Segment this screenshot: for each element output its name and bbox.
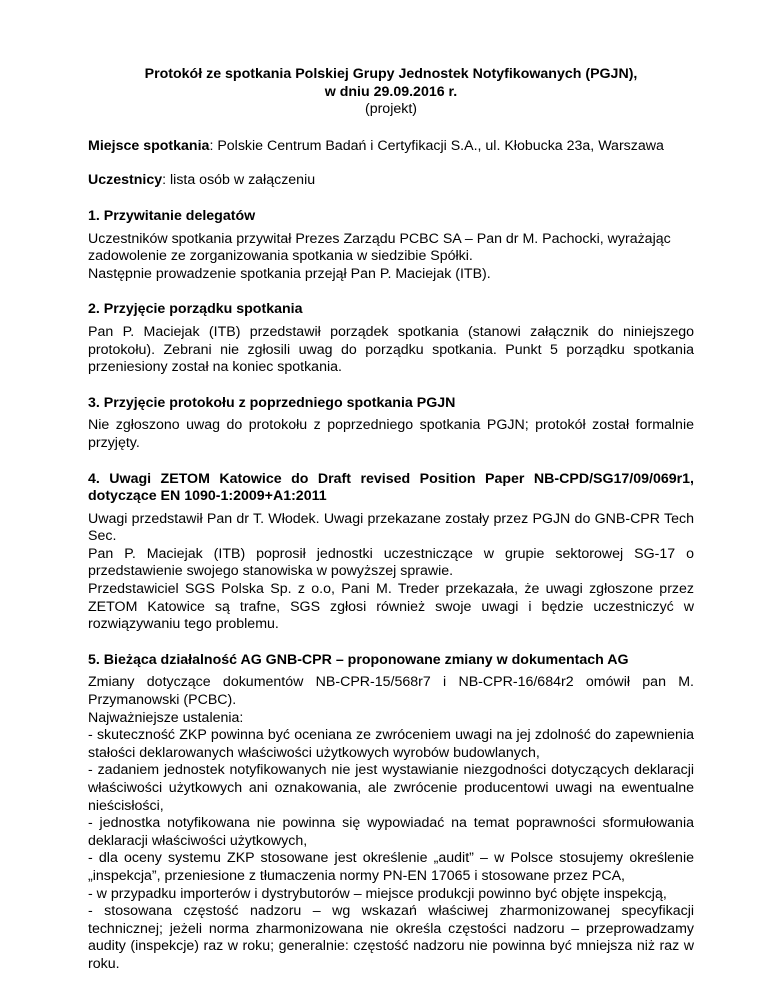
participants-label: Uczestnicy xyxy=(88,172,163,189)
section-4-paragraph: Przedstawiciel SGS Polska Sp. z o.o, Pani M. Treder przekazała, że uwagi zgłoszone przez ZETOM Katowice są trafne, SGS zgłosi również swoje uwagi i będzie uczestniczyć w rozwiązywaniu tego problemu. xyxy=(88,581,694,633)
section-5-list-item: - stosowana częstość nadzoru – wg wskazań właściwej zharmonizowanej specyfikacji technicznej; jeżeli norma zharmonizowana nie określa częstości nadzoru – przeprowadzamy audity (inspekcje) raz w roku; generalnie: częstość nadzoru nie powinna być mniejsza niż raz w roku. xyxy=(88,903,694,972)
section-5-heading: 5. Bieżąca działalność AG GNB-CPR – proponowane zmiany w dokumentach AG xyxy=(88,651,629,668)
section-5-paragraph: Najważniejsze ustalenia: xyxy=(88,709,244,726)
section-4-heading: 4. Uwagi ZETOM Katowice do Draft revised Position Paper NB-CPD/SG17/09/069r1, dotyczące EN 1090-1:2009+A1:2011 xyxy=(88,470,694,505)
title-line-1: Protokół ze spotkania Polskiej Grupy Jednostek Notyfikowanych (PGJN), xyxy=(144,66,638,82)
participants xyxy=(88,172,694,190)
section-2-paragraph: Pan P. Maciejak (ITB) przedstawił porządek spotkania (stanowi załącznik do niniejszego protokołu). Zebrani nie zgłosili uwag do porządku spotkania. Punkt 5 porządku spotkania przeniesiony został na koniec spotkania. xyxy=(88,323,694,376)
section-5-list-item: - jednostka notyfikowana nie powinna się wypowiadać na temat poprawności sformułowania deklaracji właściwości użytkowych, xyxy=(88,815,694,849)
section-5-paragraph: Zmiany dotyczące dokumentów NB-CPR-15/568r7 i NB-CPR-16/684r2 omówił pan M. Przymanowski (PCBC). xyxy=(88,674,694,709)
section-5-list-item: - w przypadku importerów i dystrybutorów – miejsce produkcji powinno być objęte inspekcją, xyxy=(88,885,667,902)
section-5-list-item: - skuteczność ZKP powinna być oceniana ze zwróceniem uwagi na jej zdolność do zapewnienia stałości deklarowanych właściwości użytkowych wyrobów budowlanych, xyxy=(88,727,694,761)
meeting-place xyxy=(88,138,694,156)
meeting-place-label: Miejsce spotkania xyxy=(88,137,210,154)
participants-value: : lista osób w załączeniu xyxy=(162,172,316,189)
section-2-heading: 2. Przyjęcie porządku spotkania xyxy=(88,301,303,318)
section-3-paragraph: Nie zgłoszono uwag do protokołu z poprzedniego spotkania PGJN; protokół został formalnie przyjęty. xyxy=(88,417,694,451)
section-5-list-item: - dla oceny systemu ZKP stosowane jest określenie „audit” – w Polsce stosujemy określenie „inspekcja”, przeniesione z tłumaczenia normy PN-EN 17065 i stosowane przez PCA, xyxy=(88,850,694,884)
title-line-2: w dniu 29.09.2016 r. xyxy=(324,83,458,100)
section-3-heading: 3. Przyjęcie protokołu z poprzedniego spotkania PGJN xyxy=(88,394,456,411)
section-1-paragraph: Następnie prowadzenie spotkania przejął Pan P. Maciejak (ITB). xyxy=(88,265,491,282)
title-draft-note: (projekt) xyxy=(364,101,418,118)
document-title xyxy=(88,66,694,119)
section-4-paragraph: Uwagi przedstawił Pan dr T. Włodek. Uwagi przekazane zostały przez PGJN do GNB-CPR Tech Sec. xyxy=(88,510,694,545)
meeting-place-value: : Polskie Centrum Badań i Certyfikacji S.A., ul. Kłobucka 23a, Warszawa xyxy=(209,137,664,154)
section-4-paragraph: Pan P. Maciejak (ITB) poprosił jednostki uczestniczące w grupie sektorowej SG-17 o przedstawienie swojego stanowiska w powyższej sprawie. xyxy=(88,545,694,580)
section-5-list-item: - zadaniem jednostek notyfikowanych nie jest wystawianie niezgodności dotyczących deklaracji właściwości użytkowych ani oznakowania, ale zwrócenie producentowi uwagi na ewentualne nieścisłości, xyxy=(88,762,694,814)
section-1-heading: 1. Przywitanie delegatów xyxy=(88,207,256,224)
section-1-paragraph: Uczestników spotkania przywitał Prezes Zarządu PCBC SA – Pan dr M. Pachocki, wyrażając zadowolenie ze zorganizowania spotkania w siedzibie Spółki. xyxy=(88,230,671,265)
